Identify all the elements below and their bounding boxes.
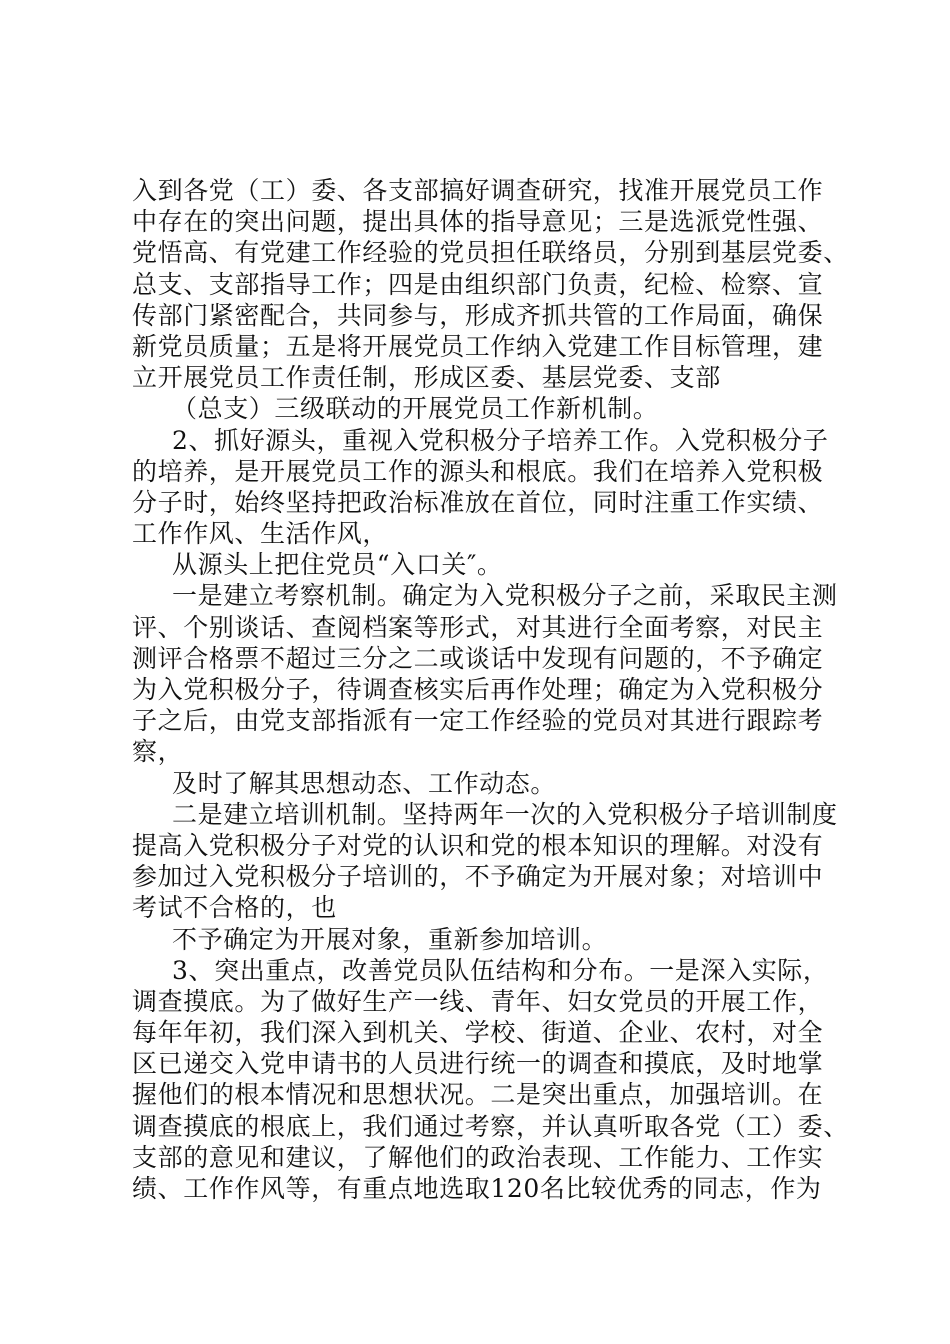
text-line: 2、抓好源头，重视入党积极分子培养工作。入党积极分子 (172, 425, 829, 455)
text-line: 的培养，是开展党员工作的源头和根底。我们在培养入党积极 (132, 456, 824, 486)
text-line: 入到各党（工）委、各支部搞好调查研究，找准开展党员工作 (132, 176, 824, 205)
text-line: 握他们的根本情况和思想状况。二是突出重点，加强培训。在 (132, 1080, 824, 1110)
text-line: 二是建立培训机制。坚持两年一次的入党积极分子培训制度 (172, 799, 838, 829)
text-line: 考试不合格的，也 (132, 893, 337, 923)
text-line: 绩、工作作风等，有重点地选取120名比较优秀的同志，作为 (132, 1174, 822, 1203)
text-line: 3、突出重点，改善党员队伍结构和分布。一是深入实际， (172, 955, 829, 985)
text-line: 总支、支部指导工作；四是由组织部门负责，纪检、检察、宣 (132, 269, 824, 299)
text-line: 调查摸底。为了做好生产一线、青年、妇女党员的开展工作， (132, 986, 824, 1016)
text-line: 子之后，由党支部指派有一定工作经验的党员对其进行跟踪考 (132, 706, 824, 736)
text-line: 及时了解其思想动态、工作动态。 (172, 768, 557, 798)
text-line: 参加过入党积极分子培训的，不予确定为开展对象；对培训中 (132, 862, 824, 892)
text-line: 新党员质量；五是将开展党员工作纳入党建工作目标管理，建 (132, 331, 824, 361)
text-line: 一是建立考察机制。确定为入党积极分子之前，采取民主测 (172, 581, 838, 611)
document-body (132, 175, 849, 1204)
text-line: 工作作风、生活作风， (132, 519, 389, 549)
text-line: 党悟高、有党建工作经验的党员担任联络员，分别到基层党委、 (132, 238, 849, 268)
text-line: 每年年初，我们深入到机关、学校、街道、企业、农村，对全 (132, 1018, 824, 1048)
text-line: 测评合格票不超过三分之二或谈话中发现有问题的，不予确定 (132, 643, 824, 673)
text-line: 分子时，始终坚持把政治标准放在首位，同时注重工作实绩、 (132, 487, 824, 517)
text-line: 为入党积极分子，待调查核实后再作处理；确定为入党积极分 (132, 675, 824, 704)
text-line: 调查摸底的根底上，我们通过考察，并认真听取各党（工）委、 (132, 1111, 849, 1141)
text-line: 中存在的突出问题，提出具体的指导意见；三是选派党性强、 (132, 207, 824, 237)
text-line: 提高入党积极分子对党的认识和党的根本知识的理解。对没有 (132, 830, 824, 860)
text-line: 不予确定为开展对象，重新参加培训。 (172, 924, 608, 954)
text-line: 区已递交入党申请书的人员进行统一的调查和摸底，及时地掌 (132, 1049, 824, 1079)
text-line: 传部门紧密配合，共同参与，形成齐抓共管的工作局面，确保 (132, 300, 824, 330)
text-line: 评、个别谈话、查阅档案等形式，对其进行全面考察，对民主 (132, 612, 824, 642)
text-line: 支部的意见和建议，了解他们的政治表现、工作能力、工作实 (132, 1142, 824, 1172)
text-line: 察， (132, 737, 184, 767)
text-line: 立开展党员工作责任制，形成区委、基层党委、支部 (132, 363, 721, 393)
text-line: （总支）三级联动的开展党员工作新机制。 (172, 394, 659, 424)
text-line: 从源头上把住党员“入口关″。 (172, 550, 503, 580)
